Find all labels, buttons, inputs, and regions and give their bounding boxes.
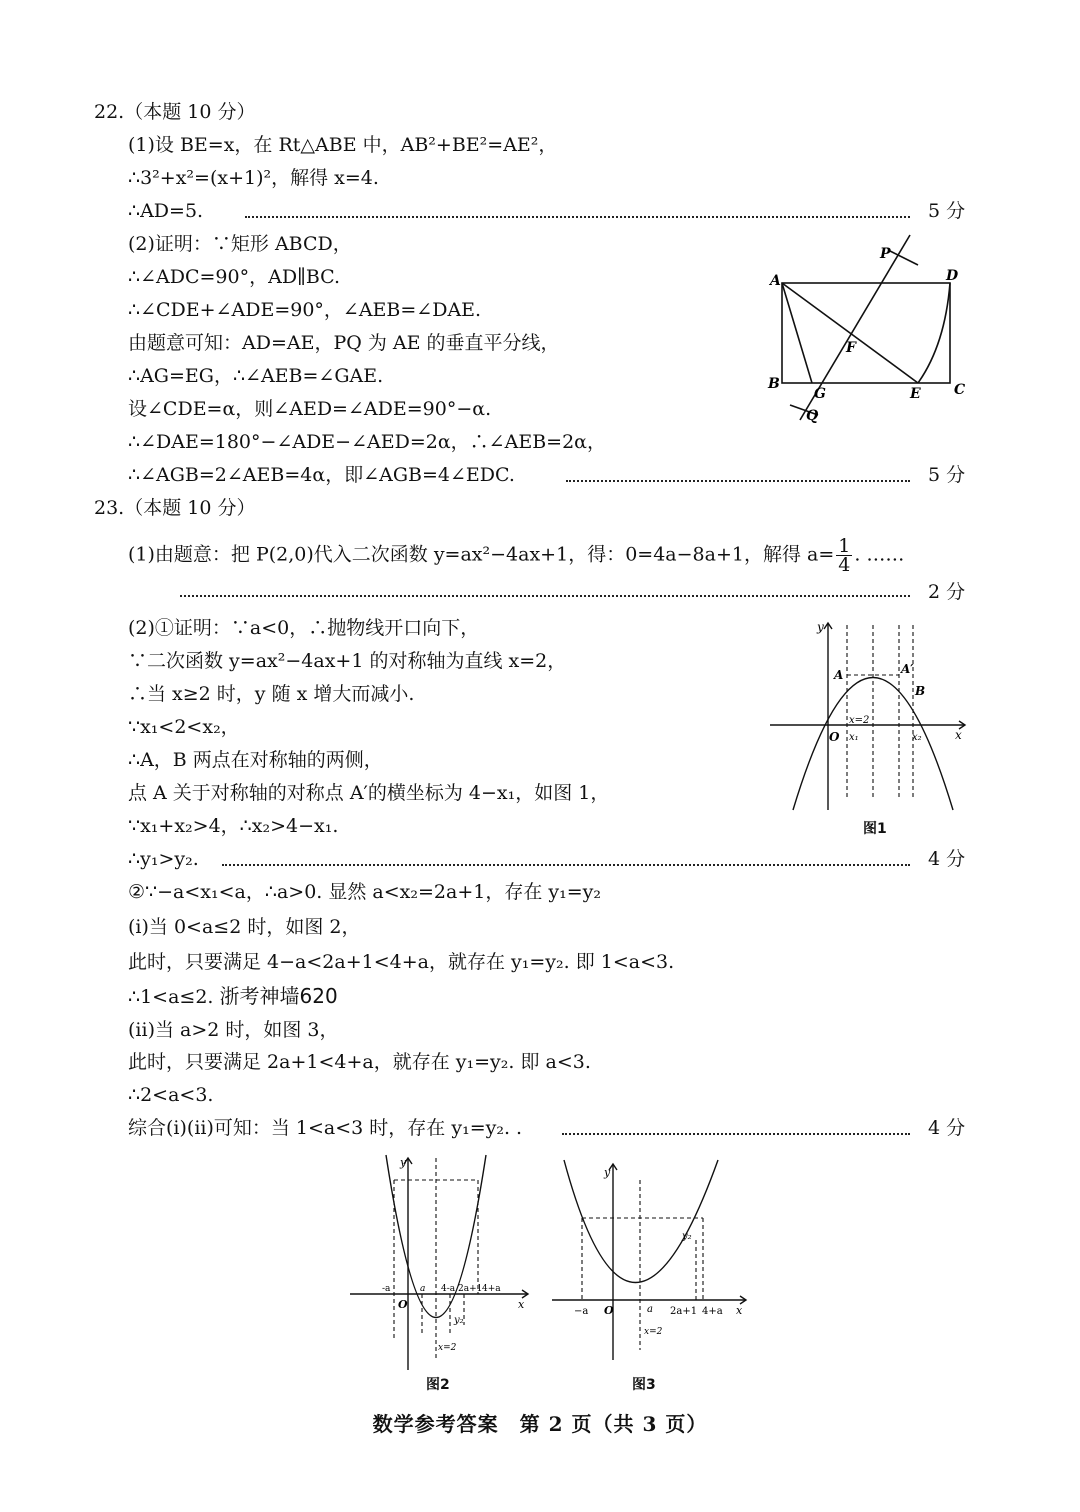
fig3-caption: 图3: [632, 1377, 656, 1393]
label-q: Q: [806, 408, 819, 424]
fig3-a-label: a: [647, 1304, 653, 1315]
q22-header: 22.（本题 10 分）: [94, 101, 256, 123]
label-d: D: [946, 268, 959, 284]
q23-line-13-text: ∴1<a≤2.: [128, 986, 214, 1008]
fig2-4-minus-a-label: 4-a: [441, 1284, 456, 1294]
q22-line-1: (1)设 BE=x，在 Rt△ABE 中，AB²+BE²=AE²，: [128, 134, 558, 156]
q23-line-2: (2)①证明：∵a<0，∴抛物线开口向下，: [128, 617, 480, 639]
label-f: F: [846, 340, 856, 356]
q23-line-11: (i)当 0<a≤2 时，如图 2，: [128, 916, 361, 938]
q23-line-6: ∴A，B 两点在对称轴的两侧，: [128, 749, 383, 771]
figure-1: [765, 615, 970, 815]
fig3-neg-a-label: −a: [574, 1306, 589, 1317]
label-b: B: [768, 376, 780, 392]
q23-line-5: ∵x₁<2<x₂，: [128, 716, 240, 738]
q22-score-1: 5 分: [928, 200, 966, 222]
fig1-caption: 图1: [863, 821, 887, 837]
q23-line-15: 此时，只要满足 2a+1<4+a，就存在 y₁=y₂. 即 a<3.: [128, 1051, 591, 1073]
fig3-origin-label: O: [604, 1304, 614, 1317]
q23-line-17: 综合(i)(ii)可知：当 1<a<3 时，存在 y₁=y₂. .: [128, 1117, 523, 1139]
fig1-x1-label: x₁: [849, 732, 859, 743]
fig1-b-label: B: [915, 684, 926, 698]
label-a: A: [770, 273, 781, 289]
q23-header: 23.（本题 10 分）: [94, 497, 256, 519]
label-p: P: [880, 246, 891, 262]
q22-line-9: 设∠CDE=α，则∠AED=∠ADE=90°−α.: [128, 398, 492, 420]
label-g: G: [814, 386, 826, 402]
page-footer: 数学参考答案 第 2 页（共 3 页）: [372, 1412, 708, 1436]
q23-score-2: 4 分: [928, 848, 966, 870]
fig3-4-plus-a-label: 4+a: [702, 1306, 723, 1317]
q23-line-9: ∴y₁>y₂.: [128, 848, 199, 870]
dotted-leader: [562, 1133, 910, 1135]
fig2-2a-plus-1-label: 2a+1: [458, 1284, 483, 1294]
q23-line-3: ∵二次函数 y=ax²−4ax+1 的对称轴为直线 x=2，: [128, 650, 567, 672]
q23-score-3: 4 分: [928, 1117, 966, 1139]
fig1-axis-label: x=2: [849, 715, 870, 726]
dotted-leader: [180, 595, 910, 597]
q22-line-6: ∴∠CDE+∠ADE=90°，∠AEB=∠DAE.: [128, 299, 482, 321]
figure-2: [348, 1150, 533, 1375]
q23-line-14: (ii)当 a>2 时，如图 3，: [128, 1019, 339, 1041]
fig1-x2-label: x₂: [912, 732, 922, 743]
q23-line-16: ∴2<a<3.: [128, 1084, 214, 1106]
fig1-x-label: x: [955, 728, 962, 742]
dotted-leader: [245, 216, 910, 218]
dotted-leader: [222, 864, 910, 866]
fraction-numerator: 1: [838, 535, 851, 557]
fraction-denominator: 4: [838, 554, 851, 576]
q23-line-12: 此时，只要满足 4−a<2a+1<4+a，就存在 y₁=y₂. 即 1<a<3.: [128, 951, 675, 973]
fig2-x-label: x: [518, 1298, 525, 1311]
q23-line-10: ②∵−a<x₁<a，∴a>0. 显然 a<x₂=2a+1，存在 y₁=y₂: [128, 881, 601, 903]
q22-score-2: 5 分: [928, 464, 966, 486]
fig1-a-prime-label: A′: [901, 662, 914, 676]
fig1-a-label: A: [834, 668, 844, 682]
q22-line-2: ∴3²+x²=(x+1)²，解得 x=4.: [128, 167, 379, 189]
fig2-origin-label: O: [398, 1298, 408, 1311]
fig3-x-label: x: [736, 1304, 743, 1317]
q23-line-8: ∵x₁+x₂>4，∴x₂>4−x₁.: [128, 815, 339, 837]
fig2-axis-label: x=2: [438, 1343, 457, 1353]
q22-line-11: ∴∠AGB=2∠AEB=4α，即∠AGB=4∠EDC.: [128, 464, 515, 486]
q23-line-13: [128, 984, 338, 1009]
q22-line-7: 由题意可知：AD=AE，PQ 为 AE 的垂直平分线，: [128, 332, 560, 354]
fig2-4-plus-a-label: 4+a: [482, 1284, 501, 1294]
q22-line-10: ∴∠DAE=180°−∠ADE−∠AED=2α，∴∠AEB=2α，: [128, 431, 606, 453]
label-e: E: [910, 386, 921, 402]
fig2-y-label: y: [400, 1156, 407, 1169]
q22-line-8: ∴AG=EG，∴∠AEB=∠GAE.: [128, 365, 384, 387]
q22-line-3: ∴AD=5.: [128, 200, 204, 222]
q23-line-4: ∴当 x≥2 时，y 随 x 增大而减小.: [128, 683, 415, 705]
segment-de: [918, 283, 950, 383]
q23-line-1-tail: . ……: [854, 543, 905, 566]
segment-ae: [782, 283, 918, 383]
figure-3: [550, 1150, 750, 1370]
label-c: C: [954, 382, 966, 398]
watermark-text: 浙考神墙620: [219, 984, 338, 1008]
fig2-caption: 图2: [426, 1377, 450, 1393]
parabola: [564, 1160, 718, 1283]
fig2-y2-label: y₂: [454, 1315, 464, 1326]
fig2-neg-a-label: -a: [382, 1284, 391, 1294]
q22-line-4: (2)证明：∵矩形 ABCD，: [128, 233, 352, 255]
q22-line-5: ∴∠ADC=90°，AD∥BC.: [128, 266, 341, 288]
dotted-leader: [566, 480, 910, 482]
q23-line-1: [128, 537, 904, 574]
fig1-y-label: y: [817, 620, 824, 634]
fig3-y2-label: y₂: [682, 1231, 692, 1242]
fraction-one-quarter: [836, 537, 852, 574]
fig3-2a-plus-1-label: 2a+1: [670, 1306, 698, 1317]
fig2-a-label: a: [420, 1284, 426, 1294]
fig1-origin-label: O: [829, 730, 840, 744]
q23-line-1-text: (1)由题意：把 P(2,0)代入二次函数 y=ax²−4ax+1，得：0=4a−8a+1，解得 a=: [128, 543, 835, 566]
q23-score-1: 2 分: [928, 581, 966, 603]
q23-line-7: 点 A 关于对称轴的对称点 A′的横坐标为 4−x₁，如图 1，: [128, 782, 610, 804]
q22-rectangle-figure: [760, 225, 975, 435]
segment-ag: [782, 283, 812, 383]
fig3-axis-label: x=2: [644, 1327, 663, 1337]
fig3-y-label: y: [604, 1166, 611, 1179]
